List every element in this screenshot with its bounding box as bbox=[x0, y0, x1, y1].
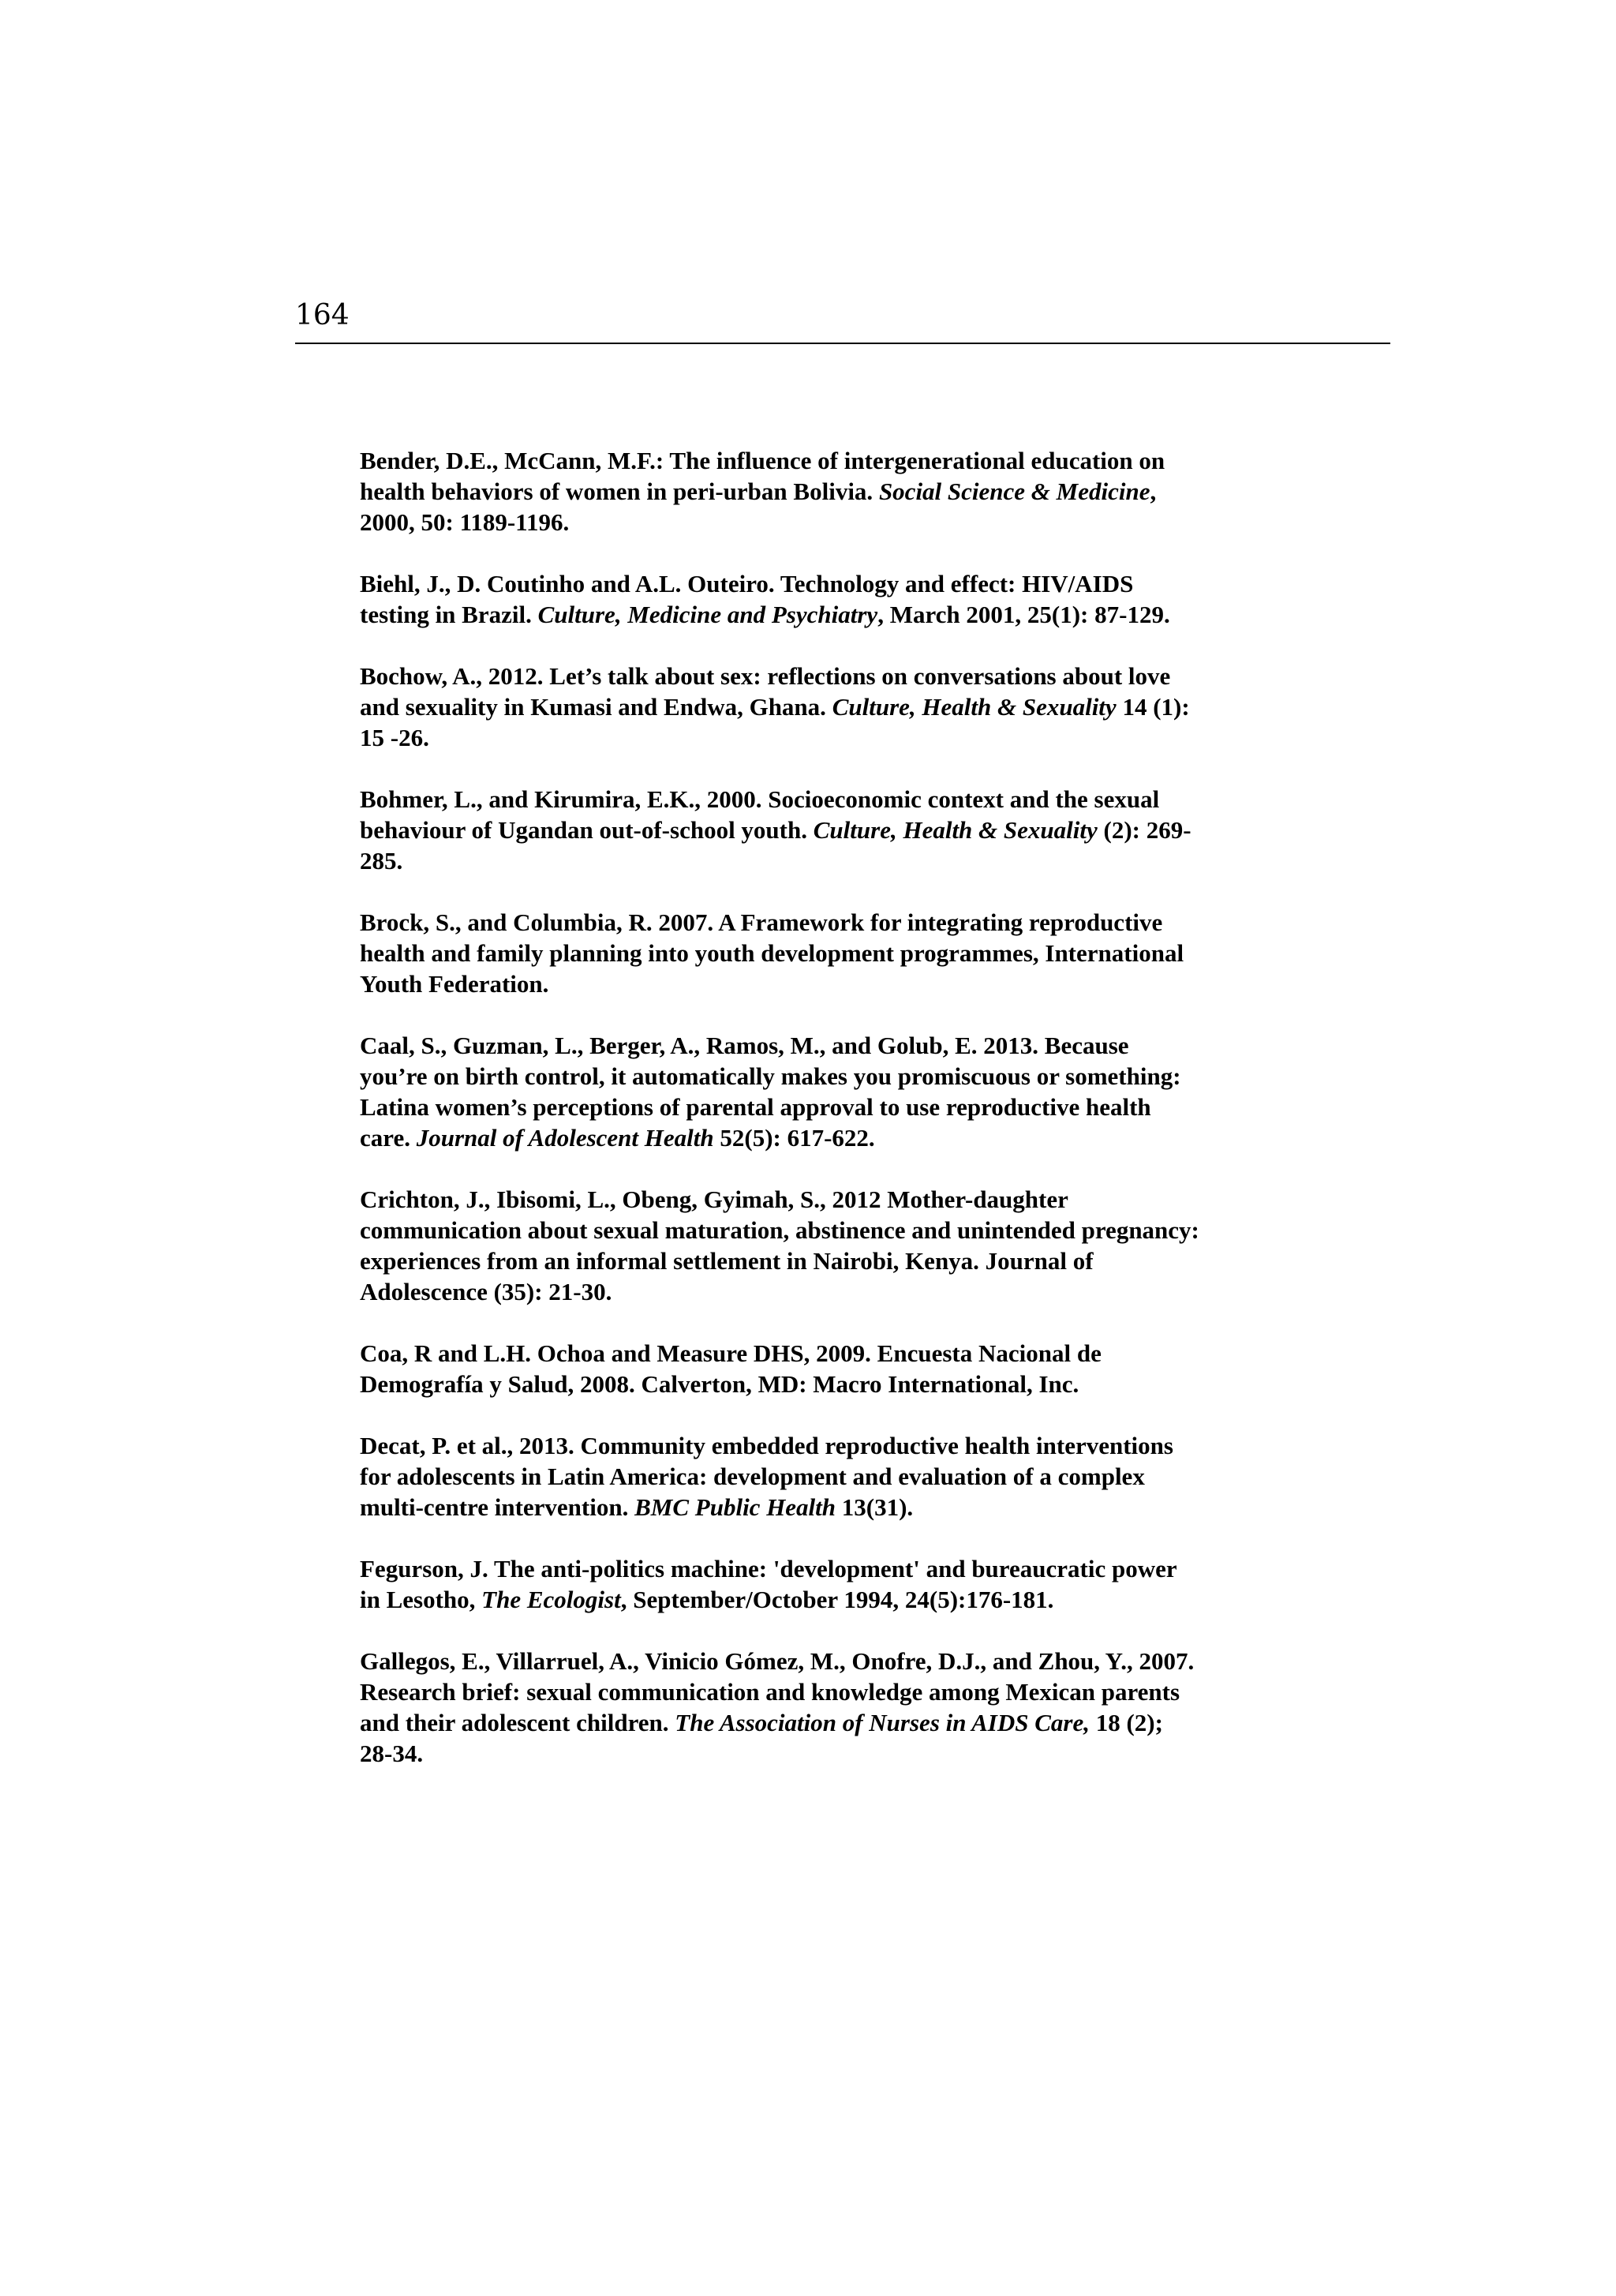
reference-text: Bender, D.E., McCann, M.F.: The influence of intergenerational education on bbox=[360, 447, 1165, 474]
reference-line bbox=[360, 599, 1291, 630]
reference-text: you’re on birth control, it automatically makes you promiscuous or something: bbox=[360, 1062, 1181, 1090]
reference-source-title: Culture, Health & Sexuality bbox=[832, 693, 1117, 721]
reference-text: Demografía y Salud, 2008. Calverton, MD: Macro International, Inc. bbox=[360, 1370, 1079, 1398]
reference-line bbox=[360, 476, 1291, 507]
reference-source-title: The Ecologist bbox=[481, 1586, 621, 1613]
reference-source-title: Journal of Adolescent Health bbox=[416, 1124, 714, 1152]
reference-text: Biehl, J., D. Coutinho and A.L. Outeiro. Technology and effect: HIV/AIDS bbox=[360, 570, 1134, 597]
reference-entry bbox=[360, 568, 1291, 630]
reference-entry bbox=[360, 784, 1291, 876]
reference-text: Bochow, A., 2012. Let’s talk about sex: reflections on conversations about love bbox=[360, 662, 1171, 690]
reference-line bbox=[360, 1215, 1291, 1245]
reference-line bbox=[360, 815, 1291, 845]
reference-line bbox=[360, 938, 1291, 968]
reference-text: , bbox=[1150, 478, 1157, 505]
reference-entry bbox=[360, 661, 1291, 753]
page-number: 164 bbox=[295, 299, 350, 331]
reference-entry bbox=[360, 1338, 1291, 1399]
reference-entry bbox=[360, 907, 1291, 999]
reference-entry bbox=[360, 1553, 1291, 1615]
reference-text: 2000, 50: 1189-1196. bbox=[360, 508, 570, 536]
reference-text: Gallegos, E., Villarruel, A., Vinicio Gómez, M., Onofre, D.J., and Zhou, Y., 2007. bbox=[360, 1647, 1195, 1675]
reference-line bbox=[360, 1122, 1291, 1153]
reference-text: 13(31). bbox=[836, 1493, 914, 1521]
reference-line bbox=[360, 445, 1291, 476]
reference-text: testing in Brazil. bbox=[360, 601, 538, 628]
reference-source-title: Culture, Health & Sexuality bbox=[813, 816, 1098, 844]
reference-text: Fegurson, J. The anti-politics machine: 'development' and bureaucratic power bbox=[360, 1555, 1177, 1582]
reference-text: Brock, S., and Columbia, R. 2007. A Framework for integrating reproductive bbox=[360, 908, 1163, 936]
reference-text: 14 (1): bbox=[1116, 693, 1190, 721]
reference-text: Research brief: sexual communication and knowledge among Mexican parents bbox=[360, 1678, 1180, 1706]
reference-line bbox=[360, 1553, 1291, 1584]
reference-text: and their adolescent children. bbox=[360, 1709, 675, 1736]
reference-entry bbox=[360, 445, 1291, 537]
reference-entry bbox=[360, 1430, 1291, 1523]
reference-line bbox=[360, 1584, 1291, 1615]
reference-source-title: Culture, Medicine and Psychiatry bbox=[537, 601, 878, 628]
reference-source-title: BMC Public Health bbox=[634, 1493, 836, 1521]
reference-line bbox=[360, 1707, 1291, 1738]
reference-line bbox=[360, 1338, 1291, 1369]
reference-line bbox=[360, 1738, 1291, 1769]
reference-line bbox=[360, 907, 1291, 938]
reference-line bbox=[360, 1369, 1291, 1399]
reference-line bbox=[360, 1092, 1291, 1122]
reference-text: 285. bbox=[360, 847, 403, 875]
reference-text: experiences from an informal settlement in Nairobi, Kenya. Journal of bbox=[360, 1247, 1094, 1275]
reference-text: Decat, P. et al., 2013. Community embedded reproductive health interventions bbox=[360, 1432, 1173, 1459]
reference-line bbox=[360, 1646, 1291, 1676]
reference-text: , March 2001, 25(1): 87-129. bbox=[877, 601, 1170, 628]
page-header bbox=[295, 298, 1390, 344]
reference-text: Adolescence (35): 21-30. bbox=[360, 1278, 612, 1305]
reference-text: health and family planning into youth development programmes, International bbox=[360, 939, 1184, 967]
reference-entry bbox=[360, 1646, 1291, 1769]
reference-text: in Lesotho, bbox=[360, 1586, 482, 1613]
reference-list bbox=[360, 445, 1291, 1800]
reference-line bbox=[360, 1492, 1291, 1523]
reference-line bbox=[360, 1676, 1291, 1707]
reference-line bbox=[360, 722, 1291, 753]
reference-line bbox=[360, 661, 1291, 691]
reference-line bbox=[360, 1245, 1291, 1276]
reference-text: 15 -26. bbox=[360, 724, 429, 751]
reference-text: and sexuality in Kumasi and Endwa, Ghana. bbox=[360, 693, 832, 721]
reference-line bbox=[360, 968, 1291, 999]
reference-line bbox=[360, 507, 1291, 537]
reference-text: health behaviors of women in peri-urban Bolivia. bbox=[360, 478, 879, 505]
reference-line bbox=[360, 845, 1291, 876]
reference-text: Coa, R and L.H. Ochoa and Measure DHS, 2009. Encuesta Nacional de bbox=[360, 1339, 1102, 1367]
reference-line bbox=[360, 784, 1291, 815]
reference-line bbox=[360, 1276, 1291, 1307]
reference-source-title: The Association of Nurses in AIDS Care, bbox=[675, 1709, 1090, 1736]
reference-text: Bohmer, L., and Kirumira, E.K., 2000. Socioeconomic context and the sexual bbox=[360, 785, 1160, 813]
reference-text: , September/October 1994, 24(5):176-181. bbox=[620, 1586, 1054, 1613]
reference-text: 28-34. bbox=[360, 1740, 424, 1767]
reference-source-title: Social Science & Medicine bbox=[878, 478, 1150, 505]
reference-text: behaviour of Ugandan out-of-school youth. bbox=[360, 816, 814, 844]
reference-text: multi-centre intervention. bbox=[360, 1493, 635, 1521]
reference-line bbox=[360, 1184, 1291, 1215]
reference-text: Crichton, J., Ibisomi, L., Obeng, Gyimah, S., 2012 Mother-daughter bbox=[360, 1185, 1068, 1213]
reference-line bbox=[360, 568, 1291, 599]
reference-text: 18 (2); bbox=[1089, 1709, 1163, 1736]
reference-line bbox=[360, 1461, 1291, 1492]
reference-line bbox=[360, 1430, 1291, 1461]
reference-text: for adolescents in Latin America: development and evaluation of a complex bbox=[360, 1463, 1145, 1490]
reference-entry bbox=[360, 1184, 1291, 1307]
reference-line bbox=[360, 1030, 1291, 1061]
reference-line bbox=[360, 1061, 1291, 1092]
reference-text: Youth Federation. bbox=[360, 970, 549, 998]
reference-text: Caal, S., Guzman, L., Berger, A., Ramos, M., and Golub, E. 2013. Because bbox=[360, 1032, 1129, 1059]
reference-entry bbox=[360, 1030, 1291, 1153]
reference-text: Latina women’s perceptions of parental approval to use reproductive health bbox=[360, 1093, 1151, 1121]
reference-text: (2): 269- bbox=[1097, 816, 1191, 844]
reference-line bbox=[360, 691, 1291, 722]
reference-text: care. bbox=[360, 1124, 417, 1152]
reference-text: communication about sexual maturation, abstinence and unintended pregnancy: bbox=[360, 1216, 1199, 1244]
reference-text: 52(5): 617-622. bbox=[713, 1124, 875, 1152]
